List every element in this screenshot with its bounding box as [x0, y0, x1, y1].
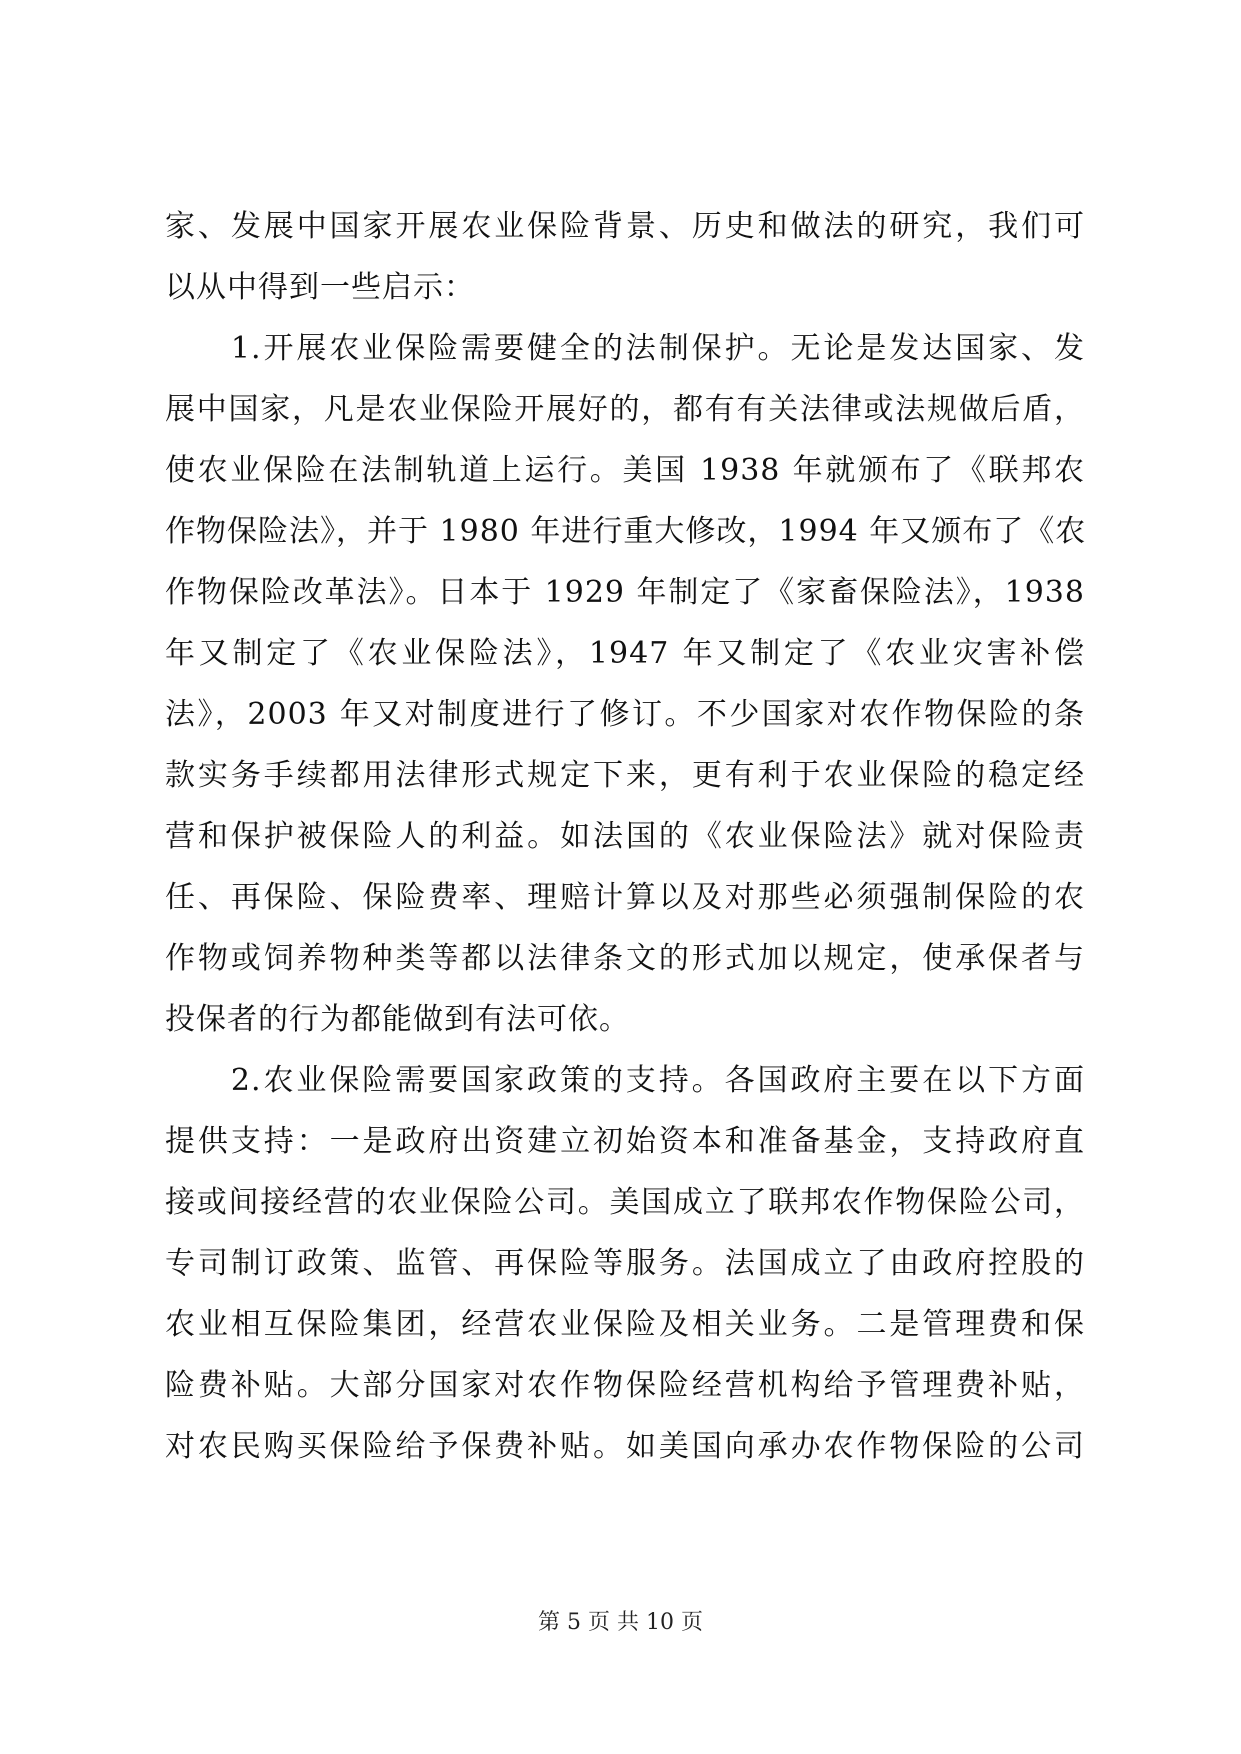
body-line: 家、发展中国家开展农业保险背景、历史和做法的研究，我们可: [165, 209, 1085, 244]
body-line: 接或间接经营的农业保险公司。美国成立了联邦农作物保险公司，: [165, 1185, 1085, 1220]
page-number-footer: 第 5 页 共 10 页: [538, 1610, 703, 1635]
body-line: 任、再保险、保险费率、理赔计算以及对那些必须强制保险的农: [165, 880, 1085, 915]
body-line: 对农民购买保险给予保费补贴。如美国向承办农作物保险的公司: [165, 1429, 1085, 1464]
body-line: 作物或饲养物种类等都以法律条文的形式加以规定，使承保者与: [165, 941, 1085, 976]
body-line: 营和保护被保险人的利益。如法国的《农业保险法》就对保险责: [165, 819, 1085, 854]
body-line: 农业相互保险集团，经营农业保险及相关业务。二是管理费和保: [165, 1307, 1085, 1342]
body-line: 提供支持：一是政府出资建立初始资本和准备基金，支持政府直: [165, 1124, 1085, 1159]
body-line: 1.开展农业保险需要健全的法制保护。无论是发达国家、发: [165, 331, 1085, 366]
body-line: 2.农业保险需要国家政策的支持。各国政府主要在以下方面: [165, 1063, 1085, 1098]
body-line: 作物保险法》，并于 1980 年进行重大修改，1994 年又颁布了《农: [165, 514, 1087, 549]
body-line: 法》，2003 年又对制度进行了修订。不少国家对农作物保险的条: [165, 697, 1085, 732]
body-line: 以从中得到一些启示：: [165, 270, 475, 305]
body-line: 款实务手续都用法律形式规定下来，更有利于农业保险的稳定经: [165, 758, 1085, 793]
body-line: 专司制订政策、监管、再保险等服务。法国成立了由政府控股的: [165, 1246, 1085, 1281]
body-line: 险费补贴。大部分国家对农作物保险经营机构给予管理费补贴，: [165, 1368, 1085, 1403]
body-line: 年又制定了《农业保险法》，1947 年又制定了《农业灾害补偿: [165, 636, 1085, 671]
body-line: 展中国家，凡是农业保险开展好的，都有有关法律或法规做后盾，: [165, 392, 1085, 427]
body-line: 投保者的行为都能做到有法可依。: [165, 1002, 630, 1037]
body-line: 使农业保险在法制轨道上运行。美国 1938 年就颁布了《联邦农: [165, 453, 1085, 488]
body-line: 作物保险改革法》。日本于 1929 年制定了《家畜保险法》，1938: [165, 575, 1085, 610]
